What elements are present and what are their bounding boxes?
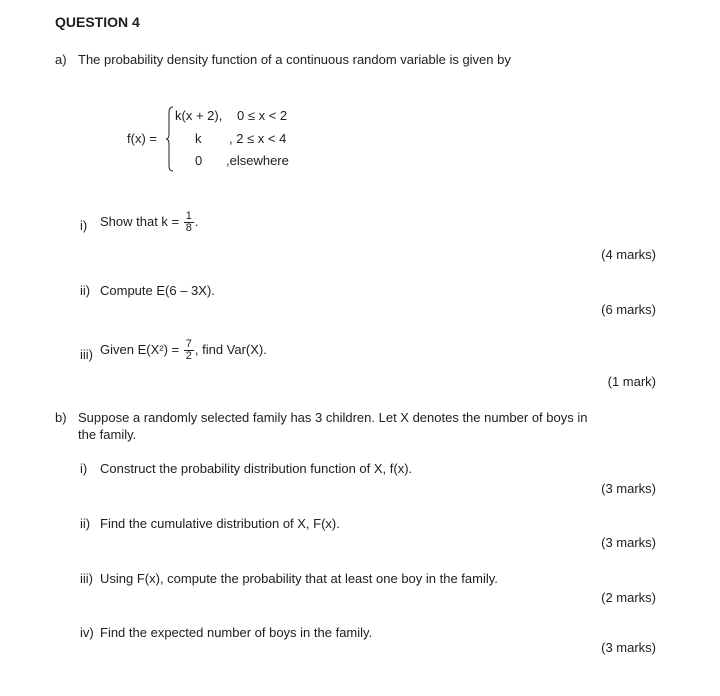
pdf-row-1-cond: 0 ≤ x < 2 (237, 108, 288, 123)
a-i-question (100, 210, 199, 234)
a-i-frac-denominator: 8 (185, 222, 192, 235)
a-i-frac-numerator: 1 (185, 210, 192, 223)
b-ii-marks: (3 marks) (601, 535, 656, 550)
b-iv-marks: (3 marks) (601, 640, 656, 655)
pdf-row-3-expr: 0 (195, 153, 203, 168)
part-b-intro-line-2: the family. (78, 427, 137, 442)
b-iii-number: iii) (80, 571, 93, 586)
a-iii-question (100, 338, 267, 362)
pdf-row-3-cond: ,elsewhere (226, 153, 289, 168)
pdf-lhs: f(x) = (127, 131, 157, 146)
part-b-intro-line-1: Suppose a randomly selected family has 3 children. Let X denotes the number of boys in (78, 410, 588, 425)
a-iii-fraction (184, 339, 194, 362)
a-ii-number: ii) (80, 283, 91, 298)
b-ii-text: Find the cumulative distribution of X, F(x). (100, 516, 340, 531)
b-i-number: i) (80, 461, 88, 476)
pdf-row-1-expr: k(x + 2), (175, 108, 223, 123)
a-ii-marks: (6 marks) (601, 302, 656, 317)
b-iv-number: iv) (80, 625, 94, 640)
a-iii-pre: Given E(X²) = (100, 342, 180, 357)
a-i-number: i) (80, 218, 88, 233)
b-iv-text: Find the expected number of boys in the family. (100, 625, 373, 640)
part-a-label: a) (55, 52, 67, 67)
pdf-row-2-cond: , 2 ≤ x < 4 (229, 131, 287, 146)
part-b-label: b) (55, 410, 67, 425)
a-ii-text: Compute E(6 – 3X). (100, 283, 215, 298)
a-i-after: . (194, 214, 199, 229)
b-i-marks: (3 marks) (601, 481, 656, 496)
a-iii-number: iii) (80, 347, 93, 362)
question-title: QUESTION 4 (55, 14, 140, 30)
b-iii-text: Using F(x), compute the probability that at least one boy in the family. (100, 571, 498, 586)
b-ii-number: ii) (80, 516, 91, 531)
a-iii-post: , find Var(X). (194, 342, 267, 357)
a-i-marks: (4 marks) (601, 247, 656, 262)
a-i-fraction (184, 211, 194, 234)
pdf-brace (166, 106, 174, 172)
a-iii-marks: (1 mark) (607, 374, 656, 389)
b-i-text: Construct the probability distribution function of X, f(x). (100, 461, 413, 476)
b-iii-marks: (2 marks) (601, 590, 656, 605)
a-iii-frac-denominator: 2 (185, 350, 192, 363)
a-iii-frac-numerator: 7 (185, 338, 192, 351)
a-i-text: Show that k = (100, 214, 180, 229)
part-a-intro: The probability density function of a continuous random variable is given by (78, 52, 511, 67)
pdf-row-2-expr: k (195, 131, 202, 146)
